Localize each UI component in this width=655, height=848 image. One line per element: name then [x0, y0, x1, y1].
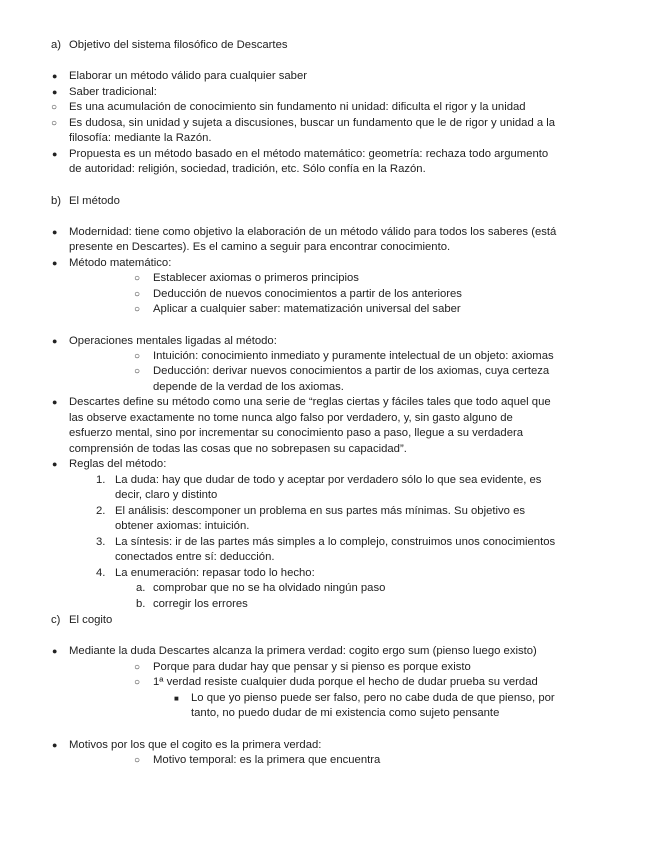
sub-list-item: 1ª verdad resiste cualquier duda porque el hecho de dudar prueba su verdad: [153, 676, 538, 688]
list-item-continuation: esfuerzo mental, sino por incrementar su conocimiento paso a paso, llegue a su verdadera: [69, 427, 524, 439]
list-item: Es dudosa, sin unidad y sujeta a discusiones, buscar un fundamento que le de rigor y unidad a la: [69, 117, 556, 129]
sub-list-item: Intuición: conocimiento inmediato y puramente intelectual de un objeto: axiomas: [153, 350, 554, 362]
sub-list-item-continuation: depende de la verdad de los axiomas.: [153, 381, 344, 393]
section-a-heading: Objetivo del sistema filosófico de Descartes: [69, 39, 288, 51]
circle-bullet-icon: ○: [134, 273, 141, 284]
numbered-item: La enumeración: repasar todo lo hecho:: [115, 567, 315, 579]
circle-bullet-icon: ○: [134, 662, 141, 673]
sub-list-item: Establecer axiomas o primeros principios: [153, 272, 359, 284]
list-item: Mediante la duda Descartes alcanza la primera verdad: cogito ergo sum (pienso luego existo): [69, 645, 537, 657]
section-b-marker: b): [51, 195, 62, 207]
bullet-icon: ●: [52, 149, 58, 159]
bullet-icon: ●: [52, 87, 58, 97]
square-bullet-icon: ■: [174, 694, 179, 703]
lettered-item: comprobar que no se ha olvidado ningún paso: [153, 582, 386, 594]
list-item-continuation: las observe exactamente no tome nunca algo falso por verdadero, y, sin gasto alguno de: [69, 412, 513, 424]
list-item: Saber tradicional:: [69, 86, 157, 98]
numbered-item: El análisis: descomponer un problema en sus partes más mínimas. Su objetivo es: [115, 505, 526, 517]
bullet-icon: ●: [52, 227, 58, 237]
numbered-item-continuation: conectados entre sí: deducción.: [115, 551, 275, 563]
sub-list-item: Deducción de nuevos conocimientos a partir de los anteriores: [153, 288, 462, 300]
sub-sub-list-item-continuation: tanto, no puedo dudar de mi existencia como sujeto pensante: [191, 707, 500, 719]
section-c-marker: c): [51, 614, 61, 626]
sub-list-item: Aplicar a cualquier saber: matematización universal del saber: [153, 303, 461, 315]
list-item: Motivos por los que el cogito es la primera verdad:: [69, 739, 322, 751]
section-c-heading: El cogito: [69, 614, 113, 626]
section-b-heading: El método: [69, 195, 120, 207]
bullet-icon: ●: [52, 71, 58, 81]
numbered-marker: 1.: [96, 474, 106, 486]
lettered-marker: b.: [136, 598, 146, 610]
list-item: Modernidad: tiene como objetivo la elaboración de un método válido para todos los saberes (está: [69, 226, 557, 238]
list-item: Método matemático:: [69, 257, 172, 269]
list-item-continuation: presente en Descartes). Es el camino a seguir para encontrar conocimiento.: [69, 241, 451, 253]
list-item: Descartes define su método como una serie de “reglas ciertas y fáciles tales que todo aquel que: [69, 396, 551, 408]
numbered-item-continuation: decir, claro y distinto: [115, 489, 218, 501]
sub-list-item: Porque para dudar hay que pensar y si pienso es porque existo: [153, 661, 471, 673]
numbered-item-continuation: obtener axiomas: intuición.: [115, 520, 250, 532]
numbered-item: La síntesis: ir de las partes más simples a lo complejo, construimos unos conocimientos: [115, 536, 556, 548]
list-item-continuation: filosofía: mediante la Razón.: [69, 132, 212, 144]
list-item: Propuesta es un método basado en el método matemático: geometría: rechaza todo argumento: [69, 148, 549, 160]
bullet-icon: ●: [52, 459, 58, 469]
numbered-marker: 3.: [96, 536, 106, 548]
circle-bullet-icon: ○: [51, 118, 58, 129]
bullet-icon: ●: [52, 258, 58, 268]
circle-bullet-icon: ○: [134, 755, 141, 766]
circle-bullet-icon: ○: [134, 304, 141, 315]
sub-sub-list-item: Lo que yo pienso puede ser falso, pero no cabe duda de que pienso, por: [191, 692, 555, 704]
list-item: Es una acumulación de conocimiento sin fundamento ni unidad: dificulta el rigor y la unidad: [69, 101, 526, 113]
circle-bullet-icon: ○: [134, 289, 141, 300]
lettered-marker: a.: [136, 582, 146, 594]
bullet-icon: ●: [52, 646, 58, 656]
sub-list-item: Motivo temporal: es la primera que encuentra: [153, 754, 381, 766]
list-item: Operaciones mentales ligadas al método:: [69, 335, 277, 347]
sub-list-item: Deducción: derivar nuevos conocimientos a partir de los axiomas, cuya certeza: [153, 365, 550, 377]
bullet-icon: ●: [52, 740, 58, 750]
list-item-continuation: comprensión de todas las cosas que no sobrepasen su capacidad”.: [69, 443, 407, 455]
bullet-icon: ●: [52, 336, 58, 346]
list-item-continuation: de autoridad: religión, sociedad, tradición, etc. Sólo confía en la Razón.: [69, 163, 426, 175]
numbered-item: La duda: hay que dudar de todo y aceptar por verdadero sólo lo que sea evidente, es: [115, 474, 542, 486]
circle-bullet-icon: ○: [134, 351, 141, 362]
bullet-icon: ●: [52, 397, 58, 407]
circle-bullet-icon: ○: [134, 677, 141, 688]
circle-bullet-icon: ○: [134, 366, 141, 377]
list-item: Elaborar un método válido para cualquier saber: [69, 70, 308, 82]
numbered-marker: 4.: [96, 567, 106, 579]
numbered-marker: 2.: [96, 505, 106, 517]
lettered-item: corregir los errores: [153, 598, 248, 610]
list-item: Reglas del método:: [69, 458, 167, 470]
circle-bullet-icon: ○: [51, 102, 58, 113]
section-a-marker: a): [51, 39, 62, 51]
